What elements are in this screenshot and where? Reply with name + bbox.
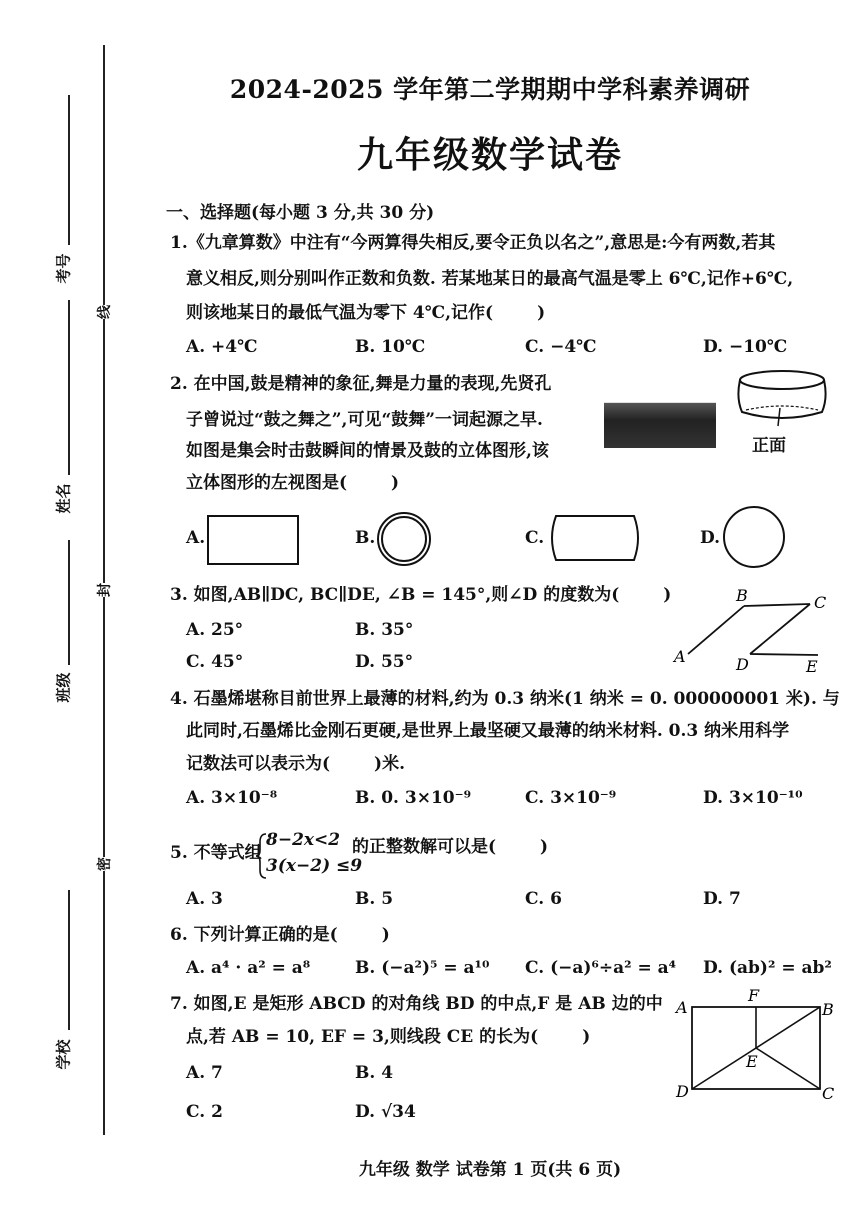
banji-label: 班级 xyxy=(54,672,73,703)
xingming-label: 姓名 xyxy=(54,483,73,514)
q5-option-b: B. 5 xyxy=(355,889,394,909)
q7-line1: 7. 如图,E 是矩形 ABCD 的对角线 BD 的中点,F 是 AB 边的中 xyxy=(170,994,663,1014)
q2-line4 xyxy=(186,466,399,500)
q3-option-a: A. 25° xyxy=(186,620,244,640)
q2-line1: 2. 在中国,鼓是精神的象征,舞是力量的表现,先贤孔 xyxy=(170,374,552,394)
q2-paren-close: ) xyxy=(391,473,400,493)
q5-paren-close: ) xyxy=(540,837,549,857)
exam-subtitle: 九年级数学试卷 xyxy=(356,134,623,176)
q4-option-c: C. 3×10⁻⁹ xyxy=(525,788,617,808)
q5-option-c: C. 6 xyxy=(525,889,562,909)
q5-stem: 的正整数解可以是( xyxy=(352,837,497,857)
xingming-rule xyxy=(68,300,70,475)
q4-paren-close: )米. xyxy=(374,754,406,774)
q7-rectangle-figure xyxy=(672,985,842,1105)
drum-performance-photo xyxy=(604,378,716,448)
q2-option-b: B. xyxy=(355,528,376,548)
q4-stem: 记数法可以表示为( xyxy=(186,754,331,774)
q5-suffix-line xyxy=(352,830,548,864)
q2-line2: 子曾说过“鼓之舞之”,可见“鼓舞”一词起源之早. xyxy=(186,410,543,430)
q1-line3 xyxy=(186,296,545,330)
q1-option-c: C. −4℃ xyxy=(525,337,597,357)
q5-option-d: D. 7 xyxy=(703,889,741,909)
q7-option-d: D. √34 xyxy=(355,1102,416,1122)
q7-paren-close: ) xyxy=(582,1027,591,1047)
q5-option-a: A. 3 xyxy=(186,889,223,909)
q3-paren-close: ) xyxy=(663,585,672,605)
seal-mi: 密 xyxy=(92,857,116,871)
q6-option-d: D. (ab)² = ab² xyxy=(703,958,832,978)
q3-option-d: D. 55° xyxy=(355,652,414,672)
q4-line1: 4. 石墨烯堪称目前世界上最薄的材料,约为 0.3 纳米(1 纳米 = 0. 000000001 米). 与 xyxy=(170,689,840,709)
q6-stem-line xyxy=(170,918,390,952)
q3-label-e: E xyxy=(806,657,818,676)
q2-option-b-double-circle xyxy=(375,510,433,568)
seal-xian: 线 xyxy=(92,305,116,319)
q7-label-e: E xyxy=(746,1052,758,1071)
q2-option-c: C. xyxy=(525,528,545,548)
q7-stem: 点,若 AB = 10, EF = 3,则线段 CE 的长为( xyxy=(186,1027,539,1047)
q7-label-a: A xyxy=(676,998,688,1017)
q7-option-a: A. 7 xyxy=(186,1063,223,1083)
q7-label-d: D xyxy=(676,1082,689,1101)
q4-option-a: A. 3×10⁻⁸ xyxy=(186,788,278,808)
q7-label-f: F xyxy=(748,986,760,1005)
banji-rule xyxy=(68,540,70,665)
q3-parallel-lines-figure xyxy=(668,584,838,676)
q1-option-b: B. 10℃ xyxy=(355,337,426,357)
q2-option-d-circle xyxy=(722,505,786,569)
q3-label-c: C xyxy=(814,593,827,612)
q3-label-d: D xyxy=(736,655,749,674)
seal-feng: 封 xyxy=(92,583,116,597)
q1-option-a: A. +4℃ xyxy=(186,337,258,357)
section-heading: 一、选择题(每小题 3 分,共 30 分) xyxy=(166,203,435,223)
q2-line3: 如图是集会时击鼓瞬间的情景及鼓的立体图形,该 xyxy=(186,441,549,461)
q5-prefix: 5. 不等式组 xyxy=(170,843,262,863)
q2-option-a-rectangle xyxy=(207,515,299,565)
page-footer: 九年级 数学 试卷第 1 页(共 6 页) xyxy=(358,1160,622,1180)
q4-line2: 此同时,石墨烯比金刚石更硬,是世界上最坚硬又最薄的纳米材料. 0.3 纳米用科学 xyxy=(186,721,790,741)
q2-option-a: A. xyxy=(186,528,206,548)
kaohao-label: 考号 xyxy=(54,253,73,284)
q7-option-c: C. 2 xyxy=(186,1102,223,1122)
q5-inequality-2: 3(x−2) ≤9 xyxy=(266,856,363,876)
q6-option-b: B. (−a²)⁵ = a¹⁰ xyxy=(355,958,490,978)
q3-stem-line xyxy=(170,578,671,612)
q1-paren-close: ) xyxy=(537,303,546,323)
q3-label-a: A xyxy=(674,647,686,666)
q2-front-label: 正面 xyxy=(752,436,786,456)
q7-label-c: C xyxy=(822,1084,835,1103)
q5-inequality-1: 8−2x<2 xyxy=(266,830,341,850)
q2-stem: 立体图形的左视图是( xyxy=(186,473,348,493)
q2-option-c-drum-side xyxy=(548,514,642,562)
xuexiao-label: 学校 xyxy=(54,1039,73,1070)
drum-3d-figure xyxy=(732,368,832,428)
q4-option-b: B. 0. 3×10⁻⁹ xyxy=(355,788,472,808)
q1-option-d: D. −10℃ xyxy=(703,337,788,357)
q6-option-a: A. a⁴ · a² = a⁸ xyxy=(186,958,311,978)
q1-line1: 1.《九章算数》中注有“今两算得失相反,要令正负以名之”,意思是:今有两数,若其 xyxy=(170,233,776,253)
q3-stem: 3. 如图,AB∥DC, BC∥DE, ∠B = 145°,则∠D 的度数为( xyxy=(170,585,620,605)
q3-label-b: B xyxy=(736,586,748,605)
q4-option-d: D. 3×10⁻¹⁰ xyxy=(703,788,803,808)
q1-stem: 则该地某日的最低气温为零下 4℃,记作( xyxy=(186,303,494,323)
q4-line3 xyxy=(186,747,405,781)
q2-option-d: D. xyxy=(700,528,721,548)
q7-option-b: B. 4 xyxy=(355,1063,394,1083)
q7-line2 xyxy=(186,1020,590,1054)
q1-line2: 意义相反,则分别叫作正数和负数. 若某地某日的最高气温是零上 6℃,记作+6℃, xyxy=(186,269,794,289)
q6-option-c: C. (−a)⁶÷a² = a⁴ xyxy=(525,958,677,978)
q6-paren-close: ) xyxy=(381,925,390,945)
q7-label-b: B xyxy=(822,1000,834,1019)
q6-stem: 6. 下列计算正确的是( xyxy=(170,925,338,945)
exam-title: 2024-2025 学年第二学期期中学科素养调研 xyxy=(229,75,751,104)
q3-option-c: C. 45° xyxy=(186,652,244,672)
xuexiao-rule xyxy=(68,890,70,1030)
q3-option-b: B. 35° xyxy=(355,620,414,640)
